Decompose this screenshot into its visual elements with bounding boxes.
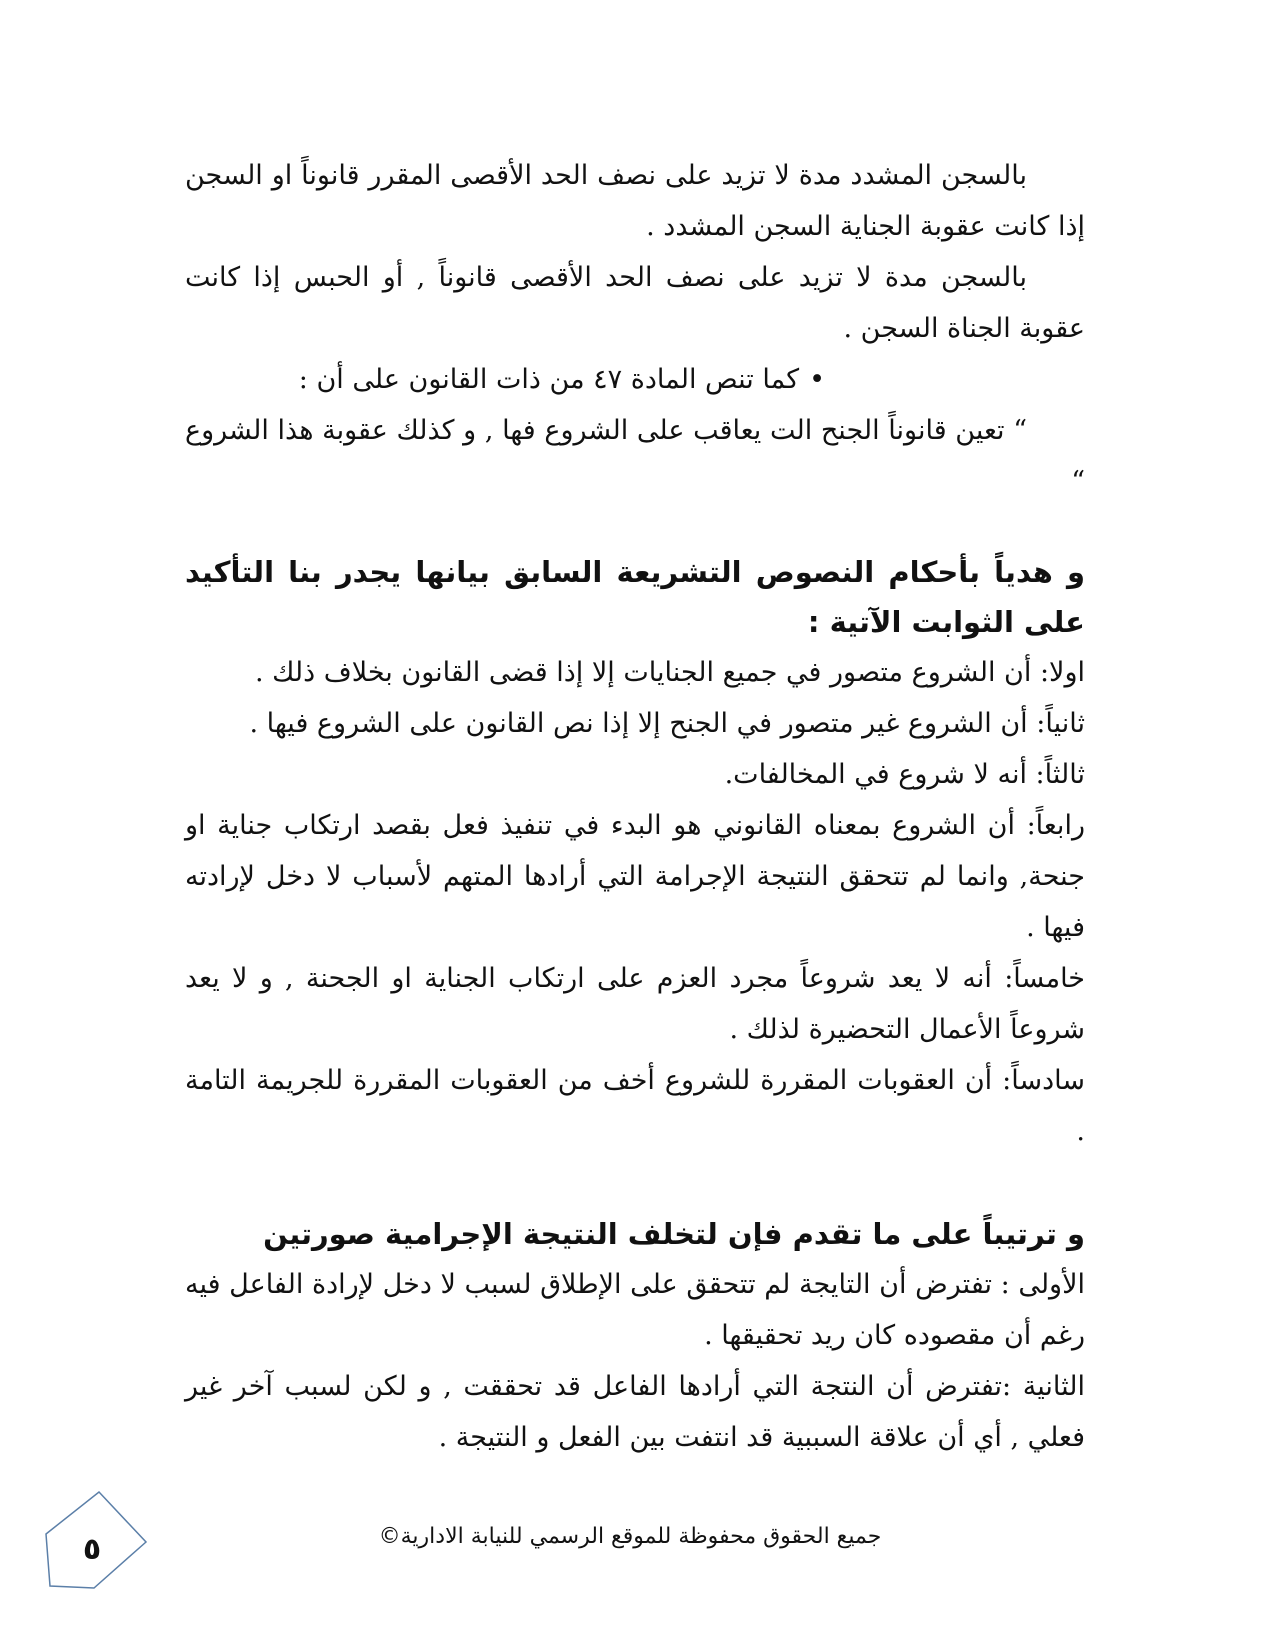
paragraph-penalty-prison: بالسجن مدة لا تزيد على نصف الحد الأقصى قانوناً , أو الحبس إذا كانت عقوبة الجناة السجن . xyxy=(185,262,1085,344)
form-item-2: الثانية :تفترض أن النتجة التي أرادها الفاعل قد تحققت , و لكن لسبب آخر غير فعلي , أي أن علاقة السببية قد انتفت بين الفعل و النتيجة . xyxy=(185,1371,1085,1453)
bullet-article-47 xyxy=(185,354,1085,405)
form-item-1: الأولى : تفترض أن التايجة لم تتحقق على الإطلاق لسبب لا دخل لإرادة الفاعل فيه رغم أن مقصوده كان ريد تحقيقها . xyxy=(185,1269,1085,1351)
footer-copyright: جميع الحقوق محفوظة للموقع الرسمي للنيابة الادارية© xyxy=(378,1524,882,1549)
principle-item-3: ثالثاً: أنه لا شروع في المخالفات. xyxy=(724,759,1085,790)
principle-item-4: رابعاً: أن الشروع بمعناه القانوني هو البدء في تنفيذ فعل بقصد ارتكاب جناية او جنحة, وانما لم تتحقق النتيجة الإجرامة التي أرادها المتهم لأسباب لا دخل لإرادته فيها . xyxy=(185,810,1085,943)
principle-item-1: اولا: أن الشروع متصور في جميع الجنايات إلا إذا قضى القانون بخلاف ذلك . xyxy=(254,657,1085,688)
section-heading-principles: و هدياً بأحكام النصوص التشريعة السابق بيانها يجدر بنا التأكيد على الثوابت الآتية : xyxy=(185,555,1085,639)
bullet-marker: • xyxy=(809,364,825,395)
page-body xyxy=(185,150,1085,1463)
bullet-text: كما تنص المادة ٤٧ من ذات القانون على أن : xyxy=(298,364,800,395)
principle-item-2: ثانياً: أن الشروع غير متصور في الجنح إلا إذا نص القانون على الشروع فيها . xyxy=(249,708,1085,739)
section-heading-forms: و ترتيباً على ما تقدم فإن لتخلف النتيجة الإجرامية صورتين xyxy=(263,1217,1085,1251)
principle-item-5: خامساً: أنه لا يعد شروعاً مجرد العزم على ارتكاب الجناية او الجحنة , و لا يعد شروعاً الأعمال التحضيرة لذلك . xyxy=(185,963,1085,1045)
quote-article-47: “ تعين قانوناً الجنح الت يعاقب على الشروع فها , و كذلك عقوبة هذا الشروع “ xyxy=(185,415,1085,497)
paragraph-penalty-aggravated: بالسجن المشدد مدة لا تزيد على نصف الحد الأقصى المقرر قانوناً او السجن إذا كانت عقوبة الجناية السجن المشدد . xyxy=(185,160,1085,242)
page-number: ٥ xyxy=(82,1532,102,1567)
principle-item-6: سادساً: أن العقوبات المقررة للشروع أخف من العقوبات المقررة للجريمة التامة . xyxy=(185,1065,1085,1147)
page-number-badge xyxy=(44,1490,150,1594)
